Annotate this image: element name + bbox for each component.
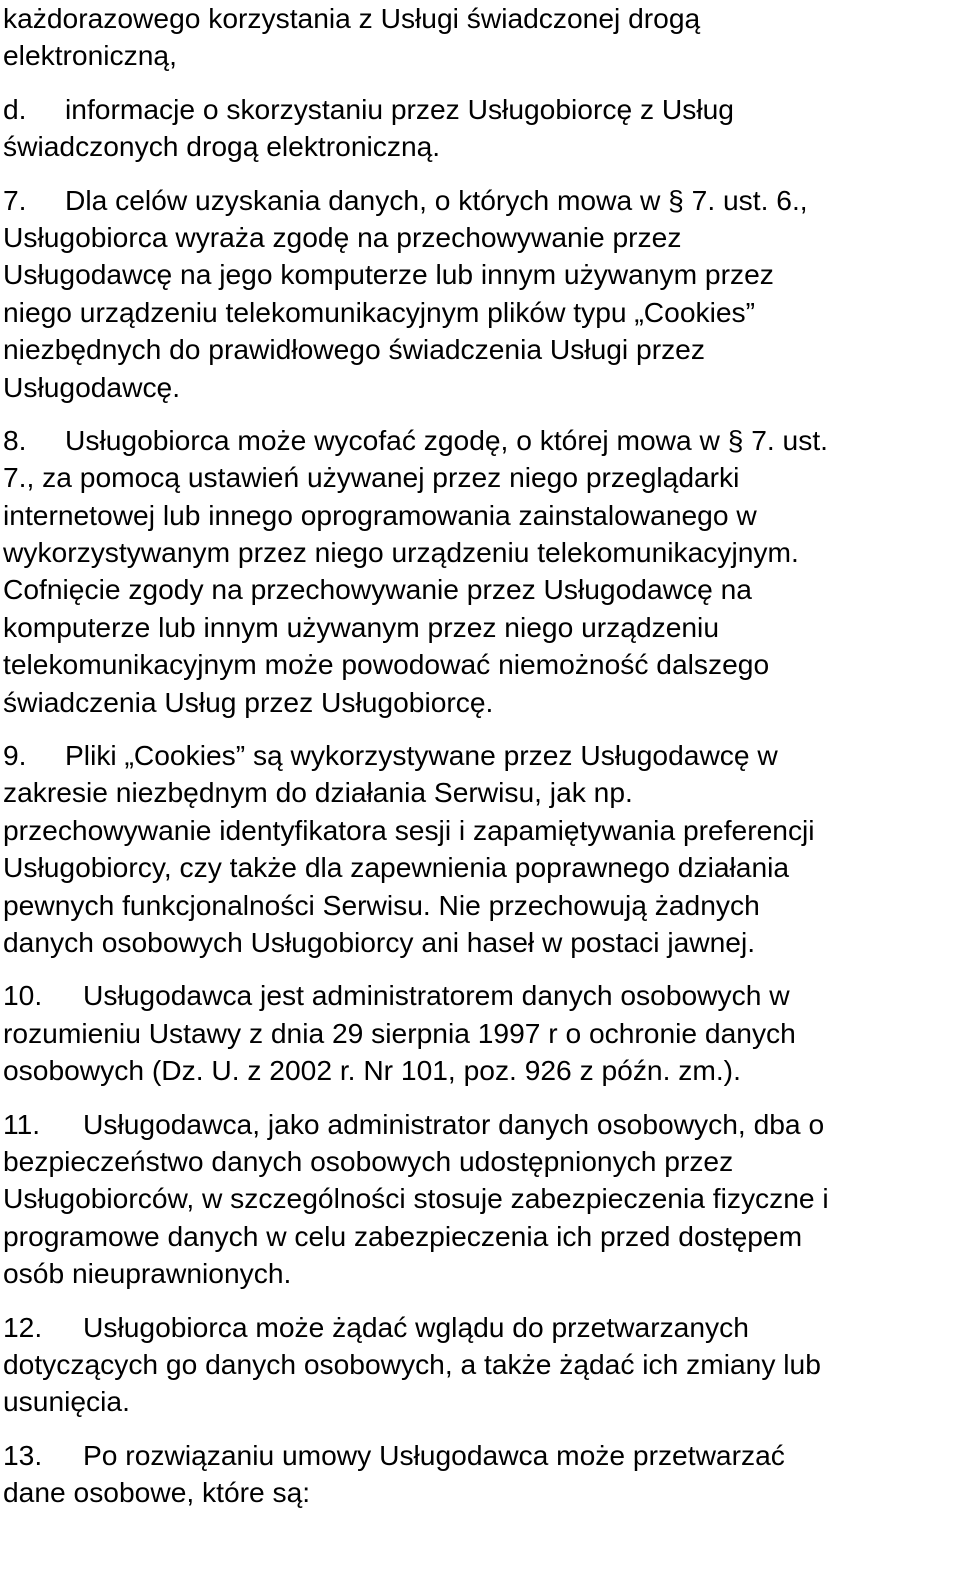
text-line: dotyczących go danych osobowych, a także żądać ich zmiany lub (3, 1347, 821, 1380)
list-item-7 (3, 182, 958, 406)
text-line: niego urządzeniu telekomunikacyjnym plików typu „Cookies” (3, 295, 756, 328)
text-line: bezpieczeństwo danych osobowych udostępnionych przez (3, 1144, 734, 1177)
item-number: 7. (3, 183, 27, 216)
text-line: usunięcia. (3, 1385, 130, 1418)
list-item-10 (3, 977, 958, 1089)
text-line: przechowywanie identyfikatora sesji i zapamiętywania preferencji (3, 813, 815, 846)
item-number: 8. (3, 423, 27, 456)
text-line: internetowej lub innego oprogramowania zainstalowanego w (3, 498, 757, 531)
text-line: Usługobiorca może żądać wglądu do przetwarzanych (83, 1310, 749, 1343)
list-item-13 (3, 1437, 958, 1512)
item-number: d. (3, 92, 27, 125)
text-line: Usługodawca jest administratorem danych osobowych w (83, 979, 790, 1012)
text-line: Usługobiorca wyraża zgodę na przechowywanie przez (3, 220, 682, 253)
text-line: elektroniczną, (3, 39, 177, 72)
item-number: 10. (3, 979, 43, 1012)
text-line: osobowych (Dz. U. z 2002 r. Nr 101, poz. 926 z późn. zm.). (3, 1054, 741, 1087)
text-line: dane osobowe, które są: (3, 1476, 311, 1509)
item-number: 11. (3, 1107, 41, 1140)
text-line: Usługobiorca może wycofać zgodę, o której mowa w § 7. ust. (65, 423, 828, 456)
list-item-d (3, 91, 958, 166)
text-line: Usługodawcę. (3, 370, 181, 403)
text-line: Usługodawcę na jego komputerze lub innym używanym przez (3, 258, 774, 291)
text-line: pewnych funkcjonalności Serwisu. Nie przechowują żadnych (3, 888, 760, 921)
text-line: danych osobowych Usługobiorcy ani haseł w postaci jawnej. (3, 925, 756, 958)
text-line: Dla celów uzyskania danych, o których mowa w § 7. ust. 6., (65, 183, 808, 216)
text-line: Po rozwiązaniu umowy Usługodawca może przetwarzać (83, 1438, 785, 1471)
text-line: rozumieniu Ustawy z dnia 29 sierpnia 1997 r o ochronie danych (3, 1016, 796, 1049)
text-line: Pliki „Cookies” są wykorzystywane przez Usługodawcę w (65, 739, 778, 772)
item-number: 12. (3, 1310, 43, 1343)
list-item-12 (3, 1309, 958, 1421)
document-page (3, 0, 958, 1511)
text-line: osób nieuprawnionych. (3, 1257, 292, 1290)
list-item-9 (3, 737, 958, 961)
text-line: komputerze lub innym używanym przez niego urządzeniu (3, 610, 720, 643)
text-line: Usługodawca, jako administrator danych osobowych, dba o (83, 1107, 825, 1140)
list-item-8 (3, 422, 958, 721)
text-line: informacje o skorzystaniu przez Usługobiorcę z Usług (65, 92, 734, 125)
text-line: świadczonych drogą elektroniczną. (3, 130, 441, 163)
list-item-11 (3, 1106, 958, 1293)
paragraph-continuation (3, 0, 958, 75)
text-line: Usługobiorców, w szczególności stosuje zabezpieczenia fizyczne i (3, 1182, 829, 1215)
text-line: 7., za pomocą ustawień używanej przez niego przeglądarki (3, 461, 740, 494)
item-number: 13. (3, 1438, 43, 1471)
text-line: telekomunikacyjnym może powodować niemożność dalszego (3, 648, 770, 681)
text-line: programowe danych w celu zabezpieczenia ich przed dostępem (3, 1219, 803, 1252)
text-line: Cofnięcie zgody na przechowywanie przez Usługodawcę na (3, 573, 752, 606)
text-line: świadczenia Usług przez Usługobiorcę. (3, 685, 494, 718)
text-line: każdorazowego korzystania z Usługi świadczonej drogą (3, 2, 701, 34)
text-line: wykorzystywanym przez niego urządzeniu telekomunikacyjnym. (3, 536, 799, 569)
text-line: niezbędnych do prawidłowego świadczenia Usługi przez (3, 333, 705, 366)
text-line: Usługobiorcy, czy także dla zapewnienia poprawnego działania (3, 851, 790, 884)
item-number: 9. (3, 739, 27, 772)
text-line: zakresie niezbędnym do działania Serwisu, jak np. (3, 776, 633, 809)
